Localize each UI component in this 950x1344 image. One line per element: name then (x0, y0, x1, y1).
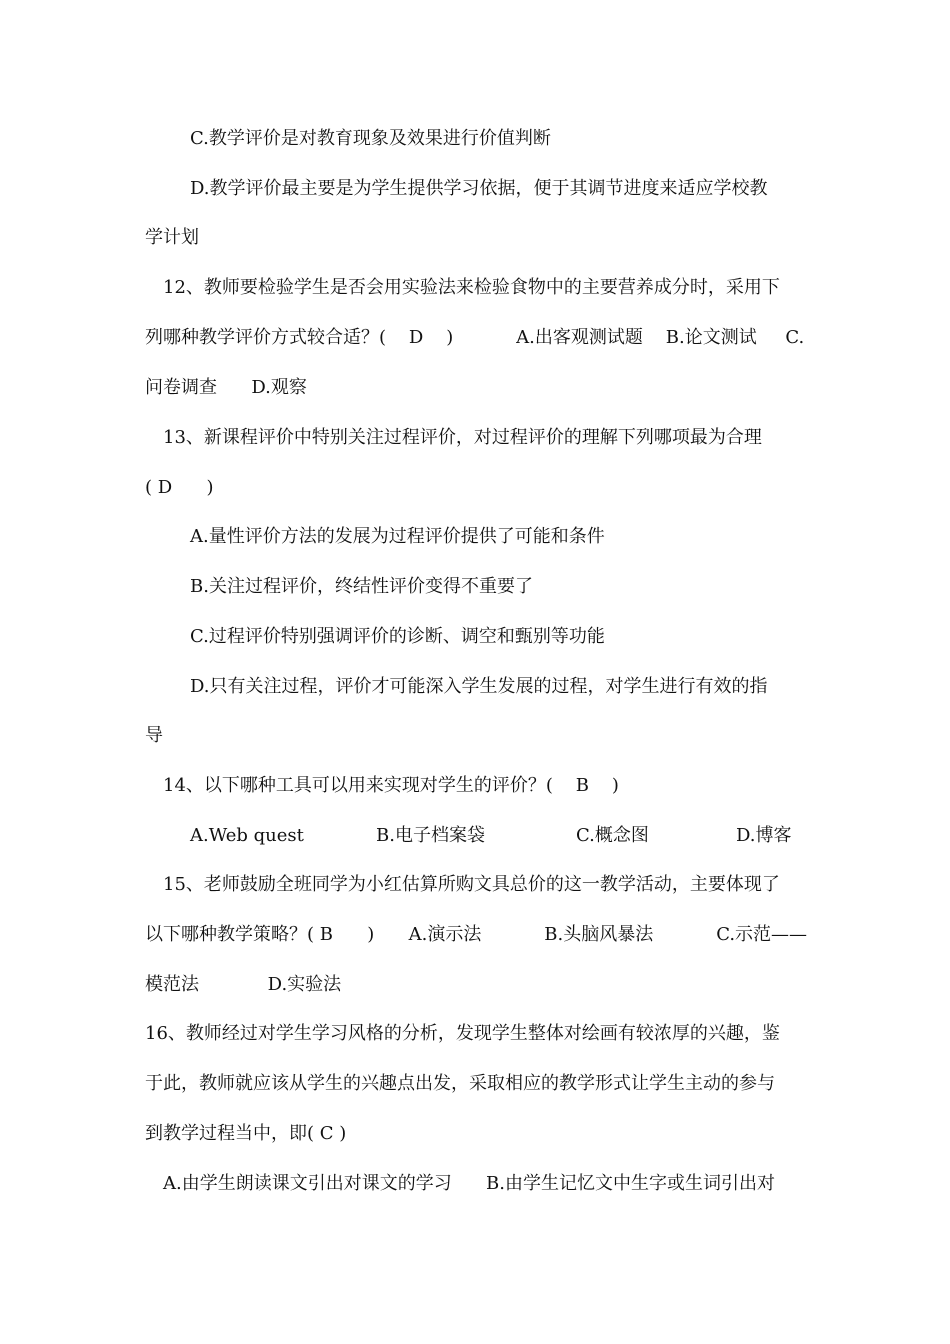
question-16-options: A.由学生朗读课文引出对课文的学习 B.由学生记忆文中生字或生词引出对 (163, 1173, 775, 1194)
question-13: 13、新课程评价中特别关注过程评价，对过程评价的理解下列哪项最为合理 (163, 427, 762, 448)
question-12: 12、教师要检验学生是否会用实验法来检验食物中的主要营养成分时，采用下 (163, 277, 780, 298)
option-13d-continued: 导 (145, 725, 163, 746)
question-15-options-continued: 模范法 D.实验法 (145, 974, 342, 995)
option-11d-continued: 学计划 (145, 227, 199, 248)
option-13a: A.量性评价方法的发展为过程评价提供了可能和条件 (190, 526, 605, 547)
option-13c: C.过程评价特别强调评价的诊断、调空和甄别等功能 (190, 626, 605, 647)
question-16-continued: 于此，教师就应该从学生的兴趣点出发，采取相应的教学形式让学生主动的参与 (145, 1073, 775, 1094)
option-11c: C.教学评价是对教育现象及效果进行价值判断 (190, 128, 551, 149)
question-13-answer: ( D ) (145, 477, 214, 498)
question-15-continued: 以下哪种教学策略？( B ) A.演示法 B.头脑风暴法 C.示范—— (145, 924, 808, 945)
option-11d: D.教学评价最主要是为学生提供学习依据，便于其调节进度来适应学校教 (190, 178, 768, 199)
option-14c: C.概念图 (576, 825, 649, 846)
question-14: 14、以下哪种工具可以用来实现对学生的评价？( B ) (163, 775, 619, 796)
option-14d: D.博客 (736, 825, 792, 846)
question-15: 15、老师鼓励全班同学为小红估算所购文具总价的这一教学活动，主要体现了 (163, 874, 780, 895)
option-14a: A.Web quest (190, 825, 304, 846)
question-16: 16、教师经过对学生学习风格的分析，发现学生整体对绘画有较浓厚的兴趣，鉴 (145, 1023, 780, 1044)
option-13d: D.只有关注过程，评价才可能深入学生发展的过程，对学生进行有效的指 (190, 676, 768, 697)
question-12-continued: 列哪种教学评价方式较合适？( D ) A.出客观测试题 B.论文测试 C. (145, 327, 805, 348)
option-14b: B.电子档案袋 (376, 825, 485, 846)
option-13b: B.关注过程评价，终结性评价变得不重要了 (190, 576, 533, 597)
question-16-answer: 到教学过程当中，即( C ) (145, 1123, 347, 1144)
question-12-options-continued: 问卷调查 D.观察 (145, 377, 307, 398)
